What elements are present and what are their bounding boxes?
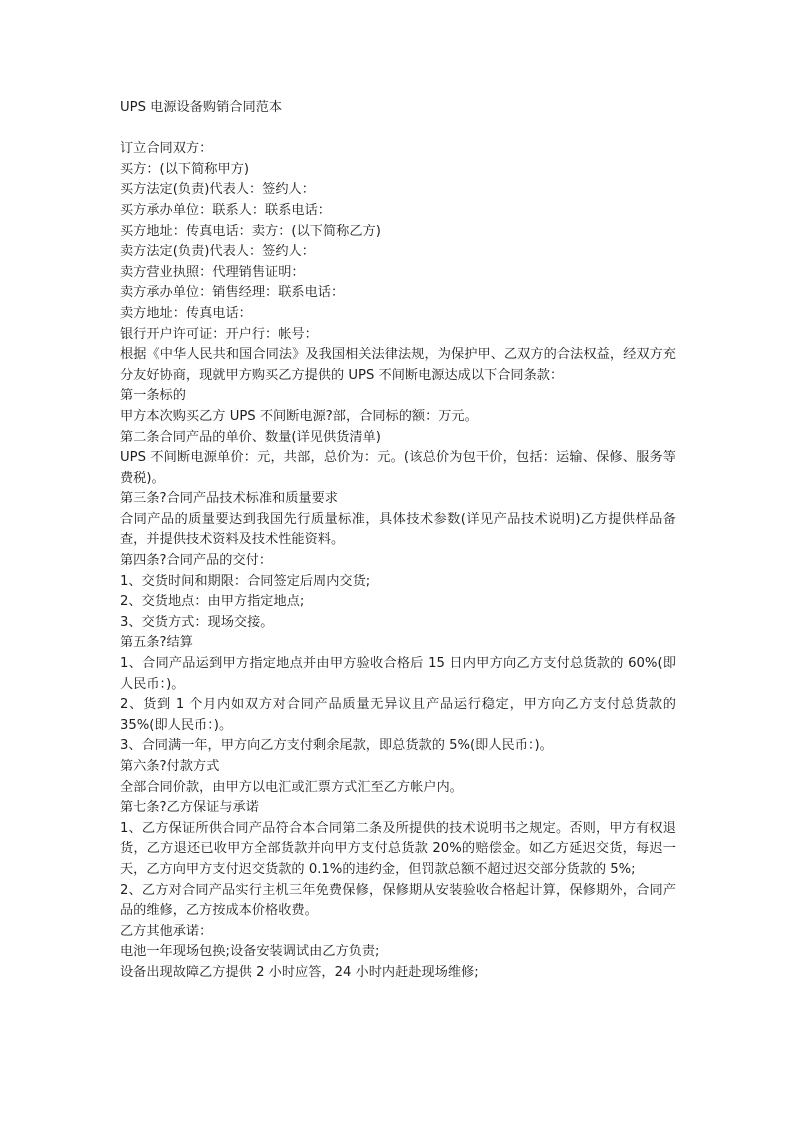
- article-2-body: UPS 不间断电源单价：元，共部，总价为：元。(该总价为包干价，包括：运输、保修、服务等费税)。: [120, 450, 676, 486]
- article-1-heading: 第一条标的: [120, 388, 186, 404]
- article-5-item-1: 1、合同产品运到甲方指定地点并由甲方验收合格后 15 日内甲方向乙方支付总货款的 60%(即人民币：)。: [120, 656, 676, 692]
- paragraph-buyer-address-seller: 买方地址：传真电话：卖方：(以下简称乙方): [120, 223, 381, 239]
- article-1-body: 甲方本次购买乙方 UPS 不间断电源?部，合同标的额：万元。: [120, 408, 478, 424]
- paragraph-seller-license: 卖方营业执照：代理销售证明：: [120, 264, 305, 280]
- article-4-item-1: 1、交货时间和期限：合同签定后周内交货;: [120, 573, 371, 589]
- document-title: UPS 电源设备购销合同范本: [120, 100, 283, 115]
- article-5-item-3: 3、合同满一年，甲方向乙方支付剩余尾款，即总货款的 5%(即人民币：)。: [120, 738, 553, 754]
- article-7-item-2: 2、乙方对合同产品实行主机三年免费保修，保修期从安装验收合格起计算，保修期外，合同产品的维修，乙方按成本价格收费。: [120, 882, 676, 919]
- article-7-heading: 第七条?乙方保证与承诺: [120, 800, 259, 816]
- paragraph-bank-info: 银行开户许可证：开户行：帐号：: [120, 326, 318, 342]
- article-4-item-3: 3、交货方式：现场交接。: [120, 614, 274, 630]
- paragraph-seller-representative: 卖方法定(负责)代表人：签约人：: [120, 244, 315, 260]
- paragraph-seller-address: 卖方地址：传真电话：: [120, 305, 252, 321]
- article-2-heading: 第二条合同产品的单价、数量(详见供货清单): [120, 429, 381, 445]
- other-commitments-heading: 乙方其他承诺：: [120, 923, 213, 939]
- other-commitment-battery: 电池一年现场包换;设备安装调试由乙方负责;: [120, 944, 380, 960]
- article-7-item-1: 1、乙方保证所供合同产品符合本合同第二条及所提供的技术说明书之规定。否则，甲方有权退货，乙方退还已收甲方全部货款并向甲方支付总货款 20%的赔偿金。如乙方延迟交货，每迟一天，乙方向甲方支付迟交货款的 0.1%的违约金，但罚款总额不超过迟交部分货款的 5%;: [120, 820, 676, 877]
- article-4-heading: 第四条?合同产品的交付：: [120, 553, 273, 569]
- paragraph-parties-heading: 订立合同双方：: [120, 141, 213, 157]
- paragraph-seller-unit: 卖方承办单位：销售经理：联系电话：: [120, 285, 345, 301]
- article-3-body: 合同产品的质量要达到我国先行质量标准，具体技术参数(详见产品技术说明)乙方提供样品备查，并提供技术资料及技术性能资料。: [120, 511, 676, 548]
- paragraph-buyer-representative: 买方法定(负责)代表人：签约人：: [120, 182, 315, 198]
- article-6-heading: 第六条?付款方式: [120, 759, 220, 774]
- article-4-item-2: 2、交货地点：由甲方指定地点;: [120, 594, 305, 610]
- paragraph-buyer-unit: 买方承办单位：联系人：联系电话：: [120, 202, 331, 218]
- article-5-heading: 第五条?结算: [120, 635, 193, 651]
- article-3-heading: 第三条?合同产品技术标准和质量要求: [120, 491, 338, 507]
- article-6-body: 全部合同价款，由甲方以电汇或汇票方式汇至乙方帐户内。: [120, 779, 463, 795]
- paragraph-buyer: 买方：(以下简称甲方): [120, 161, 249, 177]
- document-page: [120, 98, 676, 984]
- other-commitment-response: 设备出现故障乙方提供 2 小时应答，24 小时内赶赴现场维修;: [120, 964, 479, 980]
- article-5-item-2: 2、货到 1 个月内如双方对合同产品质量无异议且产品运行稳定，甲方向乙方支付总货款的 35%(即人民币：)。: [120, 697, 676, 733]
- paragraph-preamble: 根据《中华人民共和国合同法》及我国相关法律法规，为保护甲、乙双方的合法权益，经双方充分友好协商，现就甲方购买乙方提供的 UPS 不间断电源达成以下合同条款：: [120, 347, 676, 383]
